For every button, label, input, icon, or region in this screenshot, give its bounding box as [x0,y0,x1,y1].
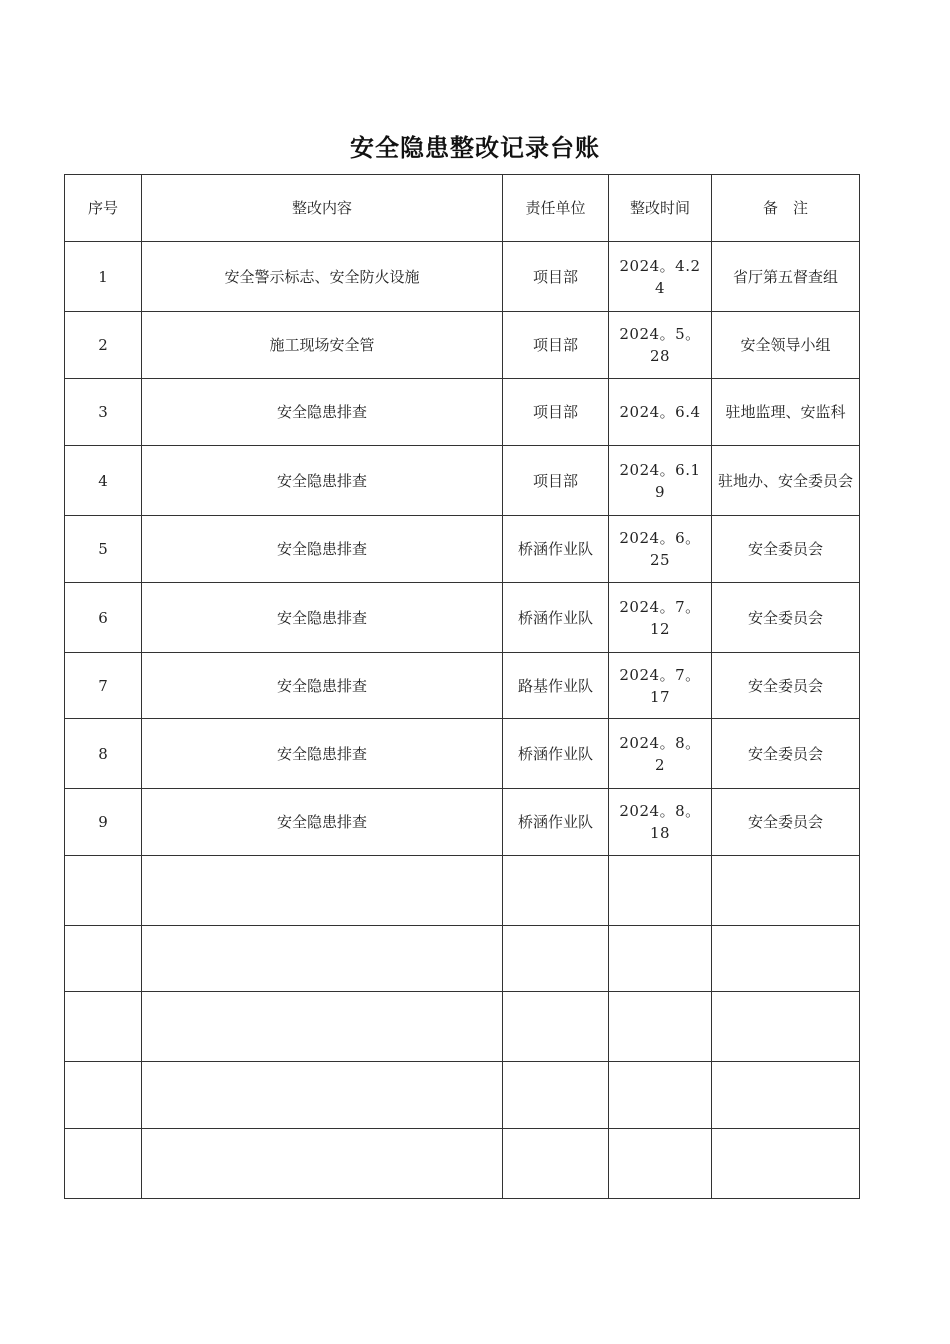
cell-remark [712,992,860,1062]
cell-content [142,856,503,926]
header-rectification-time: 整改时间 [609,175,712,242]
cell-unit: 项目部 [503,242,609,312]
cell-seq: 8 [65,719,142,789]
cell-seq [65,856,142,926]
cell-seq: 9 [65,789,142,856]
cell-seq: 2 [65,312,142,379]
cell-unit: 项目部 [503,446,609,516]
table-row [65,446,860,516]
cell-time [609,1062,712,1129]
cell-unit: 桥涵作业队 [503,516,609,583]
cell-unit: 桥涵作业队 [503,789,609,856]
cell-time: 2024。4.24 [609,242,712,312]
cell-seq [65,1129,142,1199]
cell-content: 安全隐患排查 [142,516,503,583]
table-row [65,379,860,446]
table-row [65,583,860,653]
cell-unit [503,856,609,926]
cell-seq: 1 [65,242,142,312]
cell-seq [65,1062,142,1129]
cell-content: 安全隐患排查 [142,653,503,719]
table-row [65,312,860,379]
table-row [65,516,860,583]
cell-unit: 路基作业队 [503,653,609,719]
table-row [65,926,860,992]
cell-unit [503,926,609,992]
table-row [65,1129,860,1199]
cell-time [609,926,712,992]
cell-time: 2024。6.4 [609,379,712,446]
header-responsible-unit: 责任单位 [503,175,609,242]
table-header-row [65,175,860,242]
table-row [65,1062,860,1129]
cell-unit: 项目部 [503,379,609,446]
table-row [65,242,860,312]
document-title: 安全隐患整改记录台账 [350,133,600,162]
cell-time [609,992,712,1062]
cell-time: 2024。8。18 [609,789,712,856]
cell-content: 安全隐患排查 [142,719,503,789]
cell-remark: 驻地监理、安监科 [712,379,860,446]
table-row [65,992,860,1062]
cell-remark [712,856,860,926]
cell-content: 安全隐患排查 [142,446,503,516]
cell-remark [712,1129,860,1199]
cell-remark [712,926,860,992]
cell-seq: 3 [65,379,142,446]
cell-content [142,1129,503,1199]
cell-time: 2024。6。25 [609,516,712,583]
header-seq: 序号 [65,175,142,242]
cell-unit: 桥涵作业队 [503,583,609,653]
cell-unit [503,992,609,1062]
cell-seq: 5 [65,516,142,583]
cell-remark: 驻地办、安全委员会 [712,446,860,516]
rectification-ledger-table [64,174,860,1199]
cell-unit [503,1062,609,1129]
cell-content: 安全隐患排查 [142,789,503,856]
cell-seq [65,992,142,1062]
cell-remark: 安全委员会 [712,516,860,583]
cell-time: 2024。7。17 [609,653,712,719]
cell-remark: 安全委员会 [712,789,860,856]
cell-content: 安全隐患排查 [142,583,503,653]
cell-time [609,856,712,926]
cell-remark: 安全委员会 [712,719,860,789]
cell-content: 安全隐患排查 [142,379,503,446]
header-remark: 备 注 [712,175,860,242]
cell-content: 施工现场安全管 [142,312,503,379]
cell-time: 2024。8。2 [609,719,712,789]
cell-content: 安全警示标志、安全防火设施 [142,242,503,312]
cell-time [609,1129,712,1199]
cell-remark: 安全领导小组 [712,312,860,379]
table-row [65,789,860,856]
table-row [65,653,860,719]
cell-seq: 4 [65,446,142,516]
cell-unit [503,1129,609,1199]
cell-remark: 安全委员会 [712,583,860,653]
cell-content [142,992,503,1062]
cell-content [142,926,503,992]
cell-seq: 7 [65,653,142,719]
header-content: 整改内容 [142,175,503,242]
cell-time: 2024。7。12 [609,583,712,653]
cell-content [142,1062,503,1129]
cell-unit: 项目部 [503,312,609,379]
cell-unit: 桥涵作业队 [503,719,609,789]
cell-remark: 安全委员会 [712,653,860,719]
table-row [65,856,860,926]
cell-remark: 省厅第五督查组 [712,242,860,312]
table-row [65,719,860,789]
cell-time: 2024。5。28 [609,312,712,379]
cell-seq: 6 [65,583,142,653]
cell-remark [712,1062,860,1129]
cell-seq [65,926,142,992]
cell-time: 2024。6.19 [609,446,712,516]
